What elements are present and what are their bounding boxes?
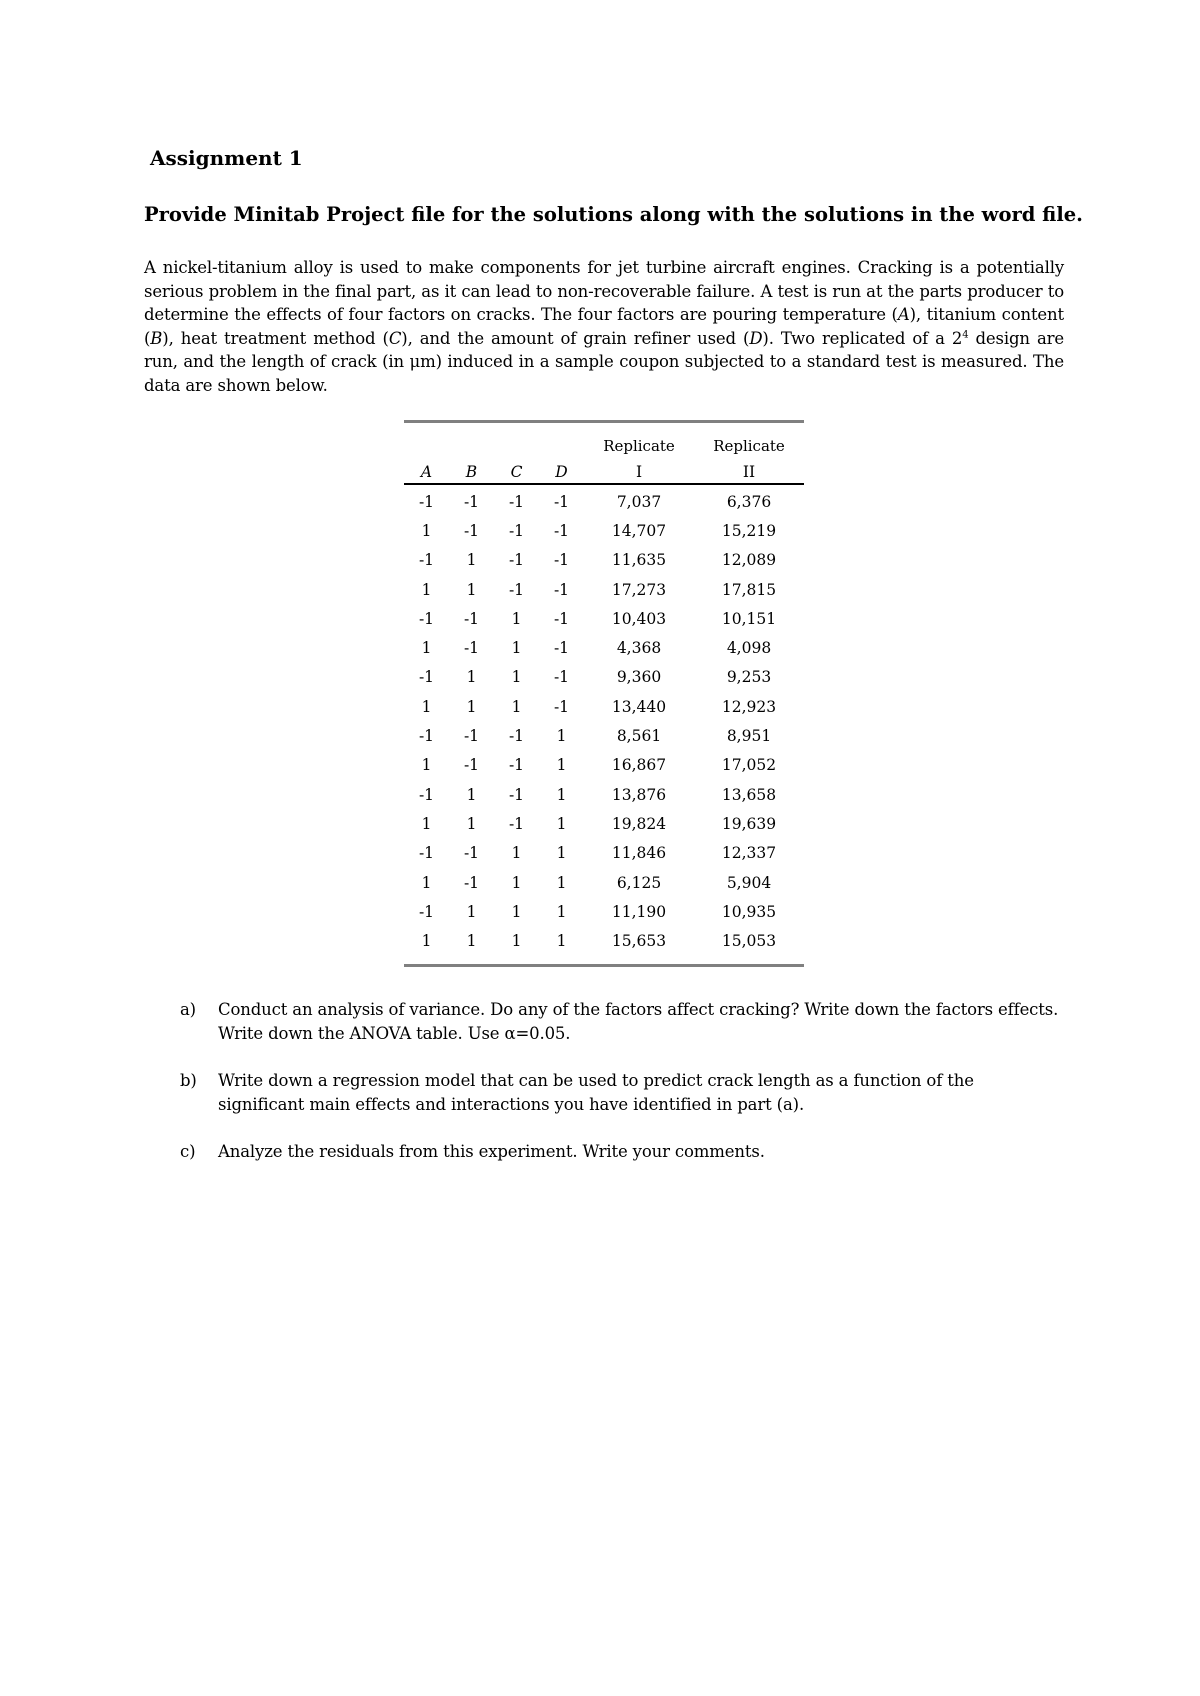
cell-replicate-1: 7,037 [616, 492, 662, 511]
cell-a: 1 [421, 756, 432, 775]
cell-a: -1 [418, 551, 435, 570]
cell-a: -1 [418, 609, 435, 628]
header-blank [539, 422, 584, 456]
cell-c: 1 [511, 639, 522, 658]
problem-statement [144, 256, 1064, 397]
cell-c: -1 [508, 814, 525, 833]
cell-b: 1 [466, 932, 477, 951]
cell-c: 1 [511, 902, 522, 921]
intro-text-2: ), titanium content ( [144, 305, 1065, 348]
question-item-a [180, 998, 1064, 1045]
intro-text-1: A nickel-titanium alloy is used to make components for jet turbine aircraft engines. Cracking is a potentially serious problem in the final part, as it can lead to non-recoverable failure. A test is run at the parts producer to determine the effects of four factors on cracks. The four factors are pouring temperature ( [144, 258, 1064, 324]
header-blank [449, 422, 494, 456]
question-text: Analyze the residuals from this experiment. Write your comments. [218, 1142, 765, 1161]
cell-c: 1 [511, 668, 522, 687]
cell-d: 1 [556, 902, 567, 921]
cell-d: 1 [556, 932, 567, 951]
cell-c: -1 [508, 521, 525, 540]
cell-a: -1 [418, 844, 435, 863]
table-row [404, 484, 804, 516]
table-row [404, 780, 804, 809]
table-row [404, 897, 804, 926]
intro-text-6: design are run, and the length of crack (in μm) induced in a sample coupon subjected to a standard test is measured. The data are shown below. [144, 328, 1064, 395]
table-row [404, 809, 804, 838]
cell-d: 1 [556, 873, 567, 892]
cell-b: -1 [463, 873, 480, 892]
cell-a: 1 [421, 697, 432, 716]
cell-a: -1 [418, 902, 435, 921]
cell-replicate-1: 9,360 [616, 668, 662, 687]
assignment-subtitle: Provide Minitab Project file for the solutions along with the solutions in the word file. [144, 203, 1083, 226]
cell-replicate-1: 14,707 [611, 521, 667, 540]
question-text: Write down a regression model that can be used to predict crack length as a function of the significant main effects and interactions you have identified in part (a). [218, 1071, 974, 1114]
intro-text-5: ). Two replicated of a 2 [762, 328, 963, 348]
question-item-b [180, 1069, 1064, 1116]
cell-replicate-2: 4,098 [726, 639, 772, 658]
cell-c: -1 [508, 551, 525, 570]
question-marker: a) [180, 1000, 196, 1019]
cell-replicate-2: 6,376 [726, 492, 772, 511]
factor-c-label: C [388, 328, 402, 348]
cell-d: 1 [556, 844, 567, 863]
cell-c: 1 [511, 609, 522, 628]
cell-b: -1 [463, 521, 480, 540]
cell-replicate-2: 5,904 [726, 873, 772, 892]
cell-c: -1 [508, 727, 525, 746]
table-row [404, 516, 804, 545]
header-replicate-2-top: Replicate [713, 437, 785, 455]
cell-replicate-2: 13,658 [721, 785, 777, 804]
cell-replicate-1: 6,125 [616, 873, 662, 892]
question-marker: b) [180, 1071, 197, 1090]
table-row [404, 604, 804, 633]
cell-d: -1 [553, 697, 570, 716]
cell-d: -1 [553, 551, 570, 570]
header-blank [404, 422, 449, 456]
cell-a: -1 [418, 727, 435, 746]
cell-replicate-1: 10,403 [611, 609, 667, 628]
cell-a: 1 [421, 932, 432, 951]
cell-replicate-2: 10,151 [721, 609, 777, 628]
intro-text-3: ), heat treatment method ( [162, 328, 389, 348]
cell-a: 1 [421, 521, 432, 540]
cell-b: -1 [463, 492, 480, 511]
assignment-title: Assignment 1 [150, 146, 303, 170]
cell-c: -1 [508, 492, 525, 511]
cell-replicate-2: 17,815 [721, 580, 777, 599]
question-marker: c) [180, 1142, 196, 1161]
question-list [180, 998, 1064, 1188]
cell-replicate-1: 13,440 [611, 697, 667, 716]
cell-b: -1 [463, 609, 480, 628]
question-text: Conduct an analysis of variance. Do any of the factors affect cracking? Write down the factors effects. Write down the ANOVA table. Use α=0.05. [218, 1000, 1059, 1043]
cell-d: -1 [553, 580, 570, 599]
cell-a: 1 [421, 580, 432, 599]
cell-b: -1 [463, 639, 480, 658]
table-header-row-top [404, 422, 804, 456]
cell-a: 1 [421, 639, 432, 658]
cell-c: 1 [511, 932, 522, 951]
cell-replicate-2: 12,337 [721, 844, 777, 863]
cell-b: 1 [466, 668, 477, 687]
cell-d: 1 [556, 814, 567, 833]
cell-b: 1 [466, 814, 477, 833]
table-row [404, 633, 804, 662]
cell-a: -1 [418, 668, 435, 687]
cell-d: -1 [553, 609, 570, 628]
header-factor-c: C [494, 455, 539, 484]
experiment-data-table [404, 420, 804, 967]
cell-d: -1 [553, 492, 570, 511]
intro-text-4: ), and the amount of grain refiner used ( [401, 328, 750, 348]
cell-b: -1 [463, 756, 480, 775]
cell-c: -1 [508, 580, 525, 599]
cell-replicate-2: 12,923 [721, 697, 777, 716]
design-exponent: 4 [962, 329, 969, 340]
cell-c: 1 [511, 873, 522, 892]
cell-replicate-1: 8,561 [616, 727, 662, 746]
cell-d: 1 [556, 727, 567, 746]
factor-a-label: A [897, 305, 910, 324]
cell-c: 1 [511, 697, 522, 716]
table-row [404, 721, 804, 750]
header-replicate-1-bottom: I [584, 455, 694, 484]
table-row [404, 751, 804, 780]
cell-b: 1 [466, 551, 477, 570]
table-row [404, 839, 804, 868]
cell-replicate-1: 11,846 [611, 844, 667, 863]
table-row [404, 575, 804, 604]
cell-a: -1 [418, 785, 435, 804]
cell-replicate-1: 19,824 [611, 814, 667, 833]
cell-c: 1 [511, 844, 522, 863]
cell-replicate-1: 16,867 [611, 756, 667, 775]
cell-replicate-2: 19,639 [721, 814, 777, 833]
table-header-row-bottom [404, 455, 804, 484]
cell-d: -1 [553, 521, 570, 540]
cell-d: -1 [553, 639, 570, 658]
table-row [404, 868, 804, 897]
cell-replicate-2: 17,052 [721, 756, 777, 775]
cell-replicate-2: 10,935 [721, 902, 777, 921]
cell-replicate-2: 15,053 [721, 932, 777, 951]
cell-b: 1 [466, 580, 477, 599]
header-blank [494, 422, 539, 456]
cell-b: 1 [466, 902, 477, 921]
cell-c: -1 [508, 756, 525, 775]
cell-a: 1 [421, 873, 432, 892]
cell-replicate-1: 4,368 [616, 639, 662, 658]
cell-b: 1 [466, 785, 477, 804]
factor-d-label: D [749, 328, 763, 348]
header-factor-b: B [449, 455, 494, 484]
cell-replicate-2: 15,219 [721, 521, 777, 540]
cell-a: -1 [418, 492, 435, 511]
cell-replicate-2: 12,089 [721, 551, 777, 570]
cell-replicate-1: 17,273 [611, 580, 667, 599]
table-row [404, 926, 804, 965]
cell-replicate-1: 11,190 [611, 902, 667, 921]
cell-replicate-1: 11,635 [611, 551, 667, 570]
cell-b: 1 [466, 697, 477, 716]
header-factor-d: D [539, 455, 584, 484]
cell-d: -1 [553, 668, 570, 687]
cell-b: -1 [463, 844, 480, 863]
header-replicate-1-top: Replicate [603, 437, 675, 455]
cell-replicate-2: 9,253 [726, 668, 772, 687]
table-row [404, 546, 804, 575]
cell-replicate-1: 15,653 [611, 932, 667, 951]
header-factor-a: A [404, 455, 449, 484]
question-item-c [180, 1140, 1064, 1164]
cell-replicate-2: 8,951 [726, 727, 772, 746]
cell-a: 1 [421, 814, 432, 833]
header-replicate-2-bottom: II [694, 455, 804, 484]
cell-d: 1 [556, 785, 567, 804]
cell-b: -1 [463, 727, 480, 746]
cell-c: -1 [508, 785, 525, 804]
factor-b-label: B [150, 328, 163, 348]
cell-replicate-1: 13,876 [611, 785, 667, 804]
cell-d: 1 [556, 756, 567, 775]
table-row [404, 663, 804, 692]
table-row [404, 692, 804, 721]
table-body [404, 484, 804, 965]
